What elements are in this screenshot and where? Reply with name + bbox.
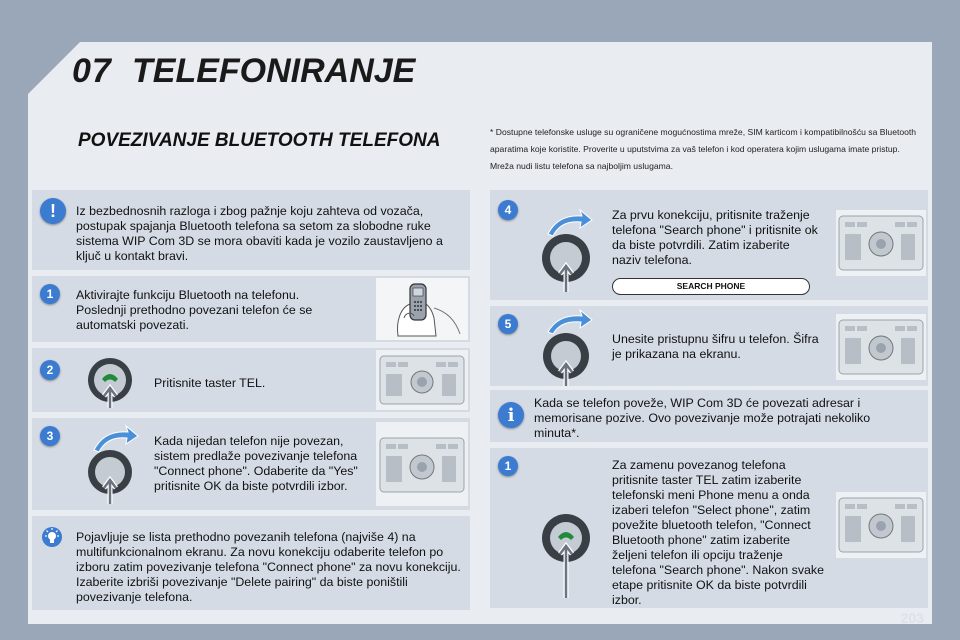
step-5-box [490,306,928,386]
radio-panel-illustration [376,422,468,506]
step-5-badge: 5 [498,314,518,334]
step-1-badge: 1 [40,284,60,304]
ok-dial-icon [84,420,144,508]
radio-panel-illustration [836,210,926,276]
tip-text: Pojavljuje se lista prethodno povezanih telefona (najviše 4) na multifunkcionalnom ekranu. Za novu konekciju odaberite telefon po izboru zatim povezivanje telefona "Connect phone" za novu konekciju. Izaberite izbriši povezivanje "Delete pairing" da biste poništili povezivanje telefona. [76,530,461,604]
info-icon: i [498,402,524,428]
step-4-text: Za prvu konekciju, pritisnite traženje telefona "Search phone" i pritisnite ok da biste potvrdili. Zatim izaberite naziv telefona. [612,208,818,267]
radio-panel-illustration [836,492,926,558]
step-replace-text: Za zamenu povezanog telefona pritisnite taster TEL zatim izaberite telefonski meni Phone menu a onda izaberi telefon "Select phone", zatim povežite bluetooth telefon, "Connect Bluetooth phone" zatim izaberite željeni telefon ili opciju traženje telefona "Search phone". Nakon svake etape pritisnite OK da biste potvrdili izbor. [612,458,825,607]
info-text: Kada se telefon poveže, WIP Com 3D će povezati adresar i memorisane pozive. Ovo povezivanje može potrajati nekoliko minuta*. [534,396,871,440]
step-3-text: Kada nijedan telefon nije povezan, sistem predlaže povezivanje telefona "Connect phone". Odaberite da "Yes" pritisnite OK da biste potvrdili izbor. [154,434,358,493]
radio-panel-illustration [836,314,926,380]
tel-button-icon [540,508,596,604]
radio-unit-icon [836,210,926,276]
step-3-box [32,418,470,510]
ok-dial-icon [538,204,598,296]
page-number: 203 [900,610,924,626]
step-1-text: Aktivirajte funkciju Bluetooth na telefonu. Poslednji prethodno povezani telefon će se automatski povezati. [76,288,313,332]
step-5-text: Unesite pristupnu šifru u telefon. Šifra je prikazana na ekranu. [612,332,819,361]
radio-unit-icon [836,314,926,380]
warning-text: Iz bezbednosnih razloga i zbog pažnje koju zahteva od vozača, postupak spajanja Bluetooth telefona sa setom za slobodne ruke sistema WIP Com 3D se mora obaviti kada je vozilo zaustavljeno a ključ u kontakt bravi. [76,204,443,263]
chapter-number: 07 [72,52,112,90]
tel-button-icon [84,352,140,410]
radio-unit-icon [376,422,468,506]
lightbulb-icon [41,526,63,548]
phone-hand-icon [376,278,468,340]
chapter-title: TELEFONIRANJE [132,52,416,90]
section-title: POVEZIVANJE BLUETOOTH TELEFONA [78,130,441,151]
step-4-badge: 4 [498,200,518,220]
tip-box [32,516,470,610]
step-2-badge: 2 [40,360,60,380]
footnote: * Dostupne telefonske usluge su ograničene mogućnostima mreže, SIM karticom i kompatibilnošću sa Bluetooth aparatima koje koristite. Proverite u uputstvima za vaš telefon i kod operatera kojim uslugama imate pristup. Mreža nudi listu telefona sa najboljim uslugama. [490,127,917,171]
step-2-text: Pritisnite taster TEL. [154,376,266,390]
step-replace-badge: 1 [498,456,518,476]
radio-unit-icon [376,350,468,410]
step-2-box [32,348,470,412]
warning-box [32,190,470,270]
step-3-badge: 3 [40,426,60,446]
ok-dial-icon [538,308,598,386]
step-replace-box [490,448,928,608]
info-box [490,390,928,442]
radio-panel-illustration [376,350,468,410]
phone-in-hand-illustration [376,278,468,340]
warning-icon: ! [40,198,66,224]
step-1-box [32,276,470,342]
search-phone-button[interactable]: SEARCH PHONE [612,278,810,295]
radio-unit-icon [836,492,926,558]
